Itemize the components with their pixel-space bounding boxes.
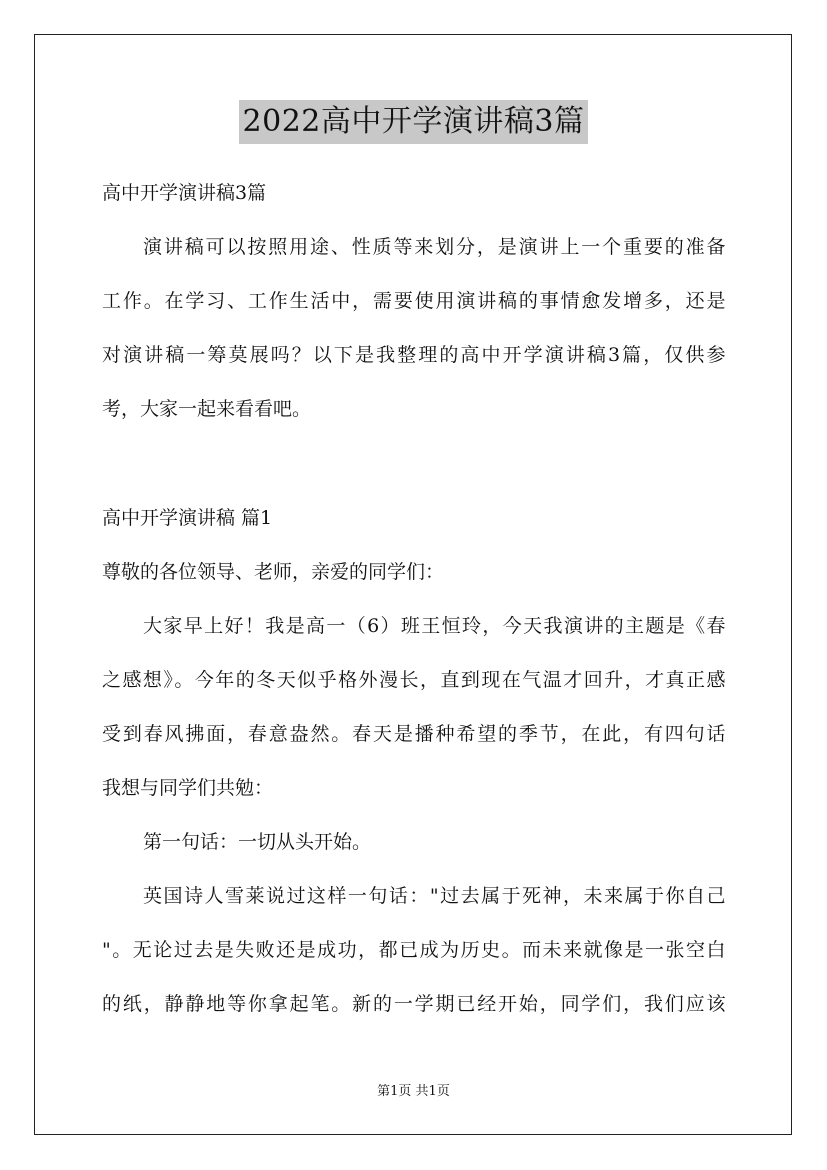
body-line: 第一句话：一切从头开始。	[143, 831, 372, 853]
body-line: 英国诗人雪莱说过这样一句话："过去属于死神，未来属于你自己	[143, 885, 726, 907]
salutation: 尊敬的各位领导、老师，亲爱的同学们：	[102, 561, 445, 583]
intro-line: 对演讲稿一筹莫展吗？以下是我整理的高中开学演讲稿3篇，仅供参	[102, 344, 726, 366]
intro-line: 工作。在学习、工作生活中，需要使用演讲稿的事情愈发增多，还是	[102, 290, 726, 312]
section-heading: 高中开学演讲稿 篇1	[102, 507, 273, 529]
intro-line: 考，大家一起来看看吧。	[102, 398, 312, 420]
body-line: 之感想》。今年的冬天似乎格外漫长，直到现在气温才回升，才真正感	[102, 669, 726, 691]
page-footer: 第1页 共1页	[377, 1084, 450, 1099]
intro-line: 演讲稿可以按照用途、性质等来划分，是演讲上一个重要的准备	[143, 236, 726, 258]
document-title: 2022高中开学演讲稿3篇	[239, 100, 589, 144]
body-line: 的纸，静静地等你拿起笔。新的一学期已经开始，同学们，我们应该	[102, 993, 726, 1015]
body-line: 受到春风拂面，春意盎然。春天是播种希望的季节，在此，有四句话	[102, 723, 726, 745]
body-line: 我想与同学们共勉：	[102, 777, 274, 799]
title-container	[0, 100, 827, 144]
body-line: "。无论过去是失败还是成功，都已成为历史。而未来就像是一张空白	[102, 939, 726, 961]
body-line: 大家早上好！我是高一（6）班王恒玲，今天我演讲的主题是《春	[143, 615, 726, 637]
document-heading: 高中开学演讲稿3篇	[102, 182, 267, 204]
